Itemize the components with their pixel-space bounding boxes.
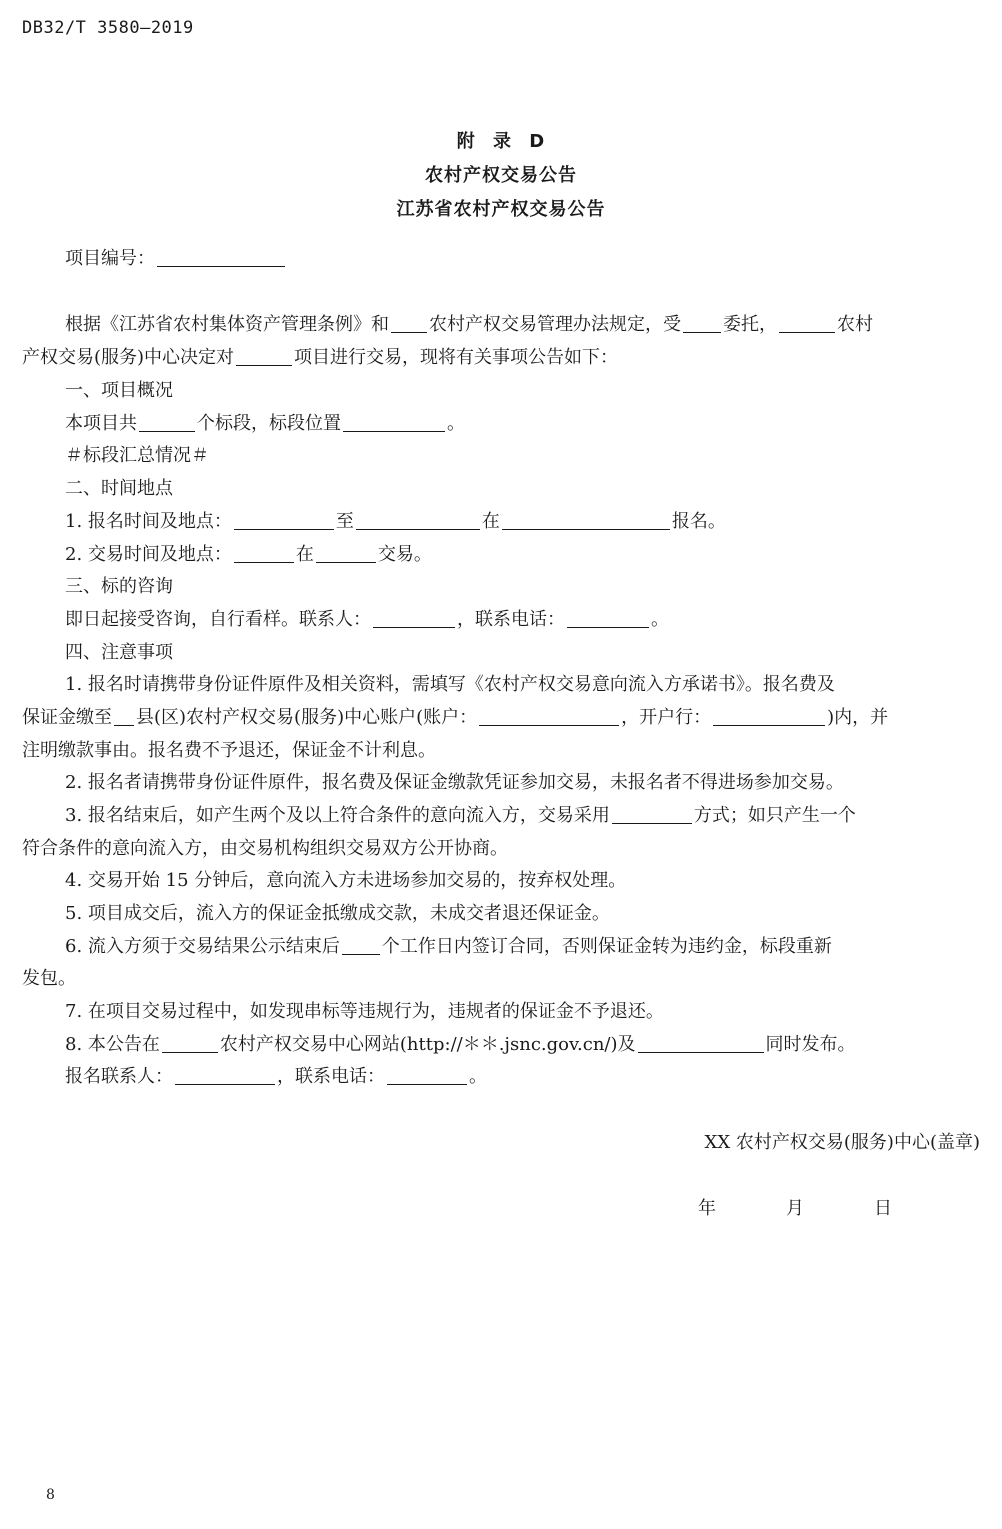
text: 至	[335, 511, 354, 532]
text: ，联系电话：	[457, 609, 565, 630]
paragraph-line	[65, 605, 669, 631]
paragraph-line	[65, 1030, 856, 1056]
blank	[236, 347, 292, 366]
paragraph-line	[65, 310, 873, 336]
paragraph-line	[65, 801, 856, 827]
paragraph-line	[65, 540, 432, 566]
blank	[342, 936, 380, 955]
text: ，联系电话：	[277, 1066, 385, 1087]
text: 6. 流入方须于交易结果公示结束后	[65, 936, 340, 957]
blank	[356, 511, 480, 530]
text: 委托，	[723, 314, 777, 335]
date-month: 月	[786, 1198, 804, 1219]
text: 8. 本公告在	[65, 1034, 160, 1055]
text: 保证金缴至	[22, 707, 112, 728]
document-title: 江苏省农村产权交易公告	[396, 199, 606, 220]
text: 2. 交易时间及地点：	[65, 544, 232, 565]
section-heading: 四、注意事项	[65, 642, 173, 663]
text: 方式；如只产生一个	[693, 805, 856, 826]
blank	[391, 314, 427, 333]
standard-number: DB32/T 3580—2019	[22, 18, 194, 38]
paragraph-line: 符合条件的意向流入方，由交易机构组织交易双方公开协商。	[22, 838, 508, 859]
text: 农村产权交易中心网站(http://＊＊.jsnc.gov.cn/)及	[219, 1034, 636, 1055]
text: ，开户行：	[621, 707, 712, 728]
text: )内，并	[827, 707, 889, 728]
placeholder-line: ＃标段汇总情况＃	[65, 445, 209, 466]
text: 即日起接受咨询，自行看样。联系人：	[65, 609, 371, 630]
text: 本项目共	[65, 413, 137, 434]
blank	[234, 544, 294, 563]
section-heading: 三、标的咨询	[65, 576, 173, 597]
paragraph-line: 2. 报名者请携带身份证件原件，报名费及保证金缴款凭证参加交易，未报名者不得进场参加交易。	[65, 772, 844, 793]
project-number-label: 项目编号：	[65, 248, 155, 269]
text: 报名。	[671, 511, 726, 532]
text: 个工作日内签订合同，否则保证金转为违约金，标段重新	[381, 936, 832, 957]
appendix-subtitle: 农村产权交易公告	[425, 165, 577, 186]
text: 项目进行交易，现将有关事项公告如下：	[294, 347, 619, 368]
text: 在	[481, 511, 500, 532]
blank	[683, 314, 721, 333]
appendix-title: 附 录 D	[456, 131, 546, 152]
text: 。	[469, 1066, 487, 1087]
text: 报名联系人：	[65, 1066, 173, 1087]
paragraph-line: 注明缴款事由。报名费不予退还，保证金不计利息。	[22, 740, 436, 761]
section-heading: 二、时间地点	[65, 478, 173, 499]
blank	[779, 314, 835, 333]
blank	[387, 1066, 467, 1085]
text: 。	[651, 609, 669, 630]
project-number-blank	[157, 248, 285, 267]
paragraph-line	[65, 409, 465, 435]
signature-line: XX 农村产权交易(服务)中心(盖章)	[704, 1132, 980, 1153]
paragraph-line: 4. 交易开始 15 分钟后，意向流入方未进场参加交易的，按弃权处理。	[65, 870, 627, 891]
blank	[479, 707, 619, 726]
text: 县(区)农村产权交易(服务)中心账户(账户：	[136, 707, 478, 728]
blank	[162, 1034, 218, 1053]
blank	[175, 1066, 275, 1085]
blank	[139, 413, 195, 432]
date-year: 年	[698, 1198, 716, 1219]
section-heading: 一、项目概况	[65, 380, 173, 401]
paragraph-line: 5. 项目成交后，流入方的保证金抵缴成交款，未成交者退还保证金。	[65, 903, 610, 924]
text: 。	[447, 413, 465, 434]
page-number: 8	[46, 1487, 55, 1503]
blank	[567, 609, 649, 628]
blank	[316, 544, 376, 563]
paragraph-line: 发包。	[22, 968, 76, 989]
blank	[234, 511, 334, 530]
blank	[502, 511, 670, 530]
paragraph-line	[22, 343, 618, 369]
text: 1. 报名时间及地点：	[65, 511, 232, 532]
text: 农村产权交易管理办法规定，受	[429, 314, 681, 335]
paragraph-line	[65, 507, 726, 533]
blank	[343, 413, 445, 432]
blank	[373, 609, 455, 628]
blank	[638, 1034, 764, 1053]
blank	[612, 805, 692, 824]
paragraph-line: 1. 报名时请携带身份证件原件及相关资料，需填写《农村产权交易意向流入方承诺书》。报名费及	[65, 674, 835, 695]
paragraph-line	[22, 703, 888, 729]
blank	[114, 707, 134, 726]
blank	[713, 707, 825, 726]
text: 个标段，标段位置	[197, 413, 341, 434]
paragraph-line: 7. 在项目交易过程中，如发现串标等违规行为，违规者的保证金不予退还。	[65, 1001, 664, 1022]
text: 3. 报名结束后，如产生两个及以上符合条件的意向流入方，交易采用	[65, 805, 610, 826]
text: 根据《江苏省农村集体资产管理条例》和	[65, 314, 389, 335]
date-day: 日	[874, 1198, 892, 1219]
project-number-line	[65, 244, 287, 270]
paragraph-line	[65, 1062, 487, 1088]
paragraph-line	[65, 932, 832, 958]
text: 同时发布。	[765, 1034, 856, 1055]
text: 在	[295, 544, 314, 565]
text: 农村	[837, 314, 873, 335]
text: 产权交易(服务)中心决定对	[22, 347, 235, 368]
text: 交易。	[377, 544, 432, 565]
